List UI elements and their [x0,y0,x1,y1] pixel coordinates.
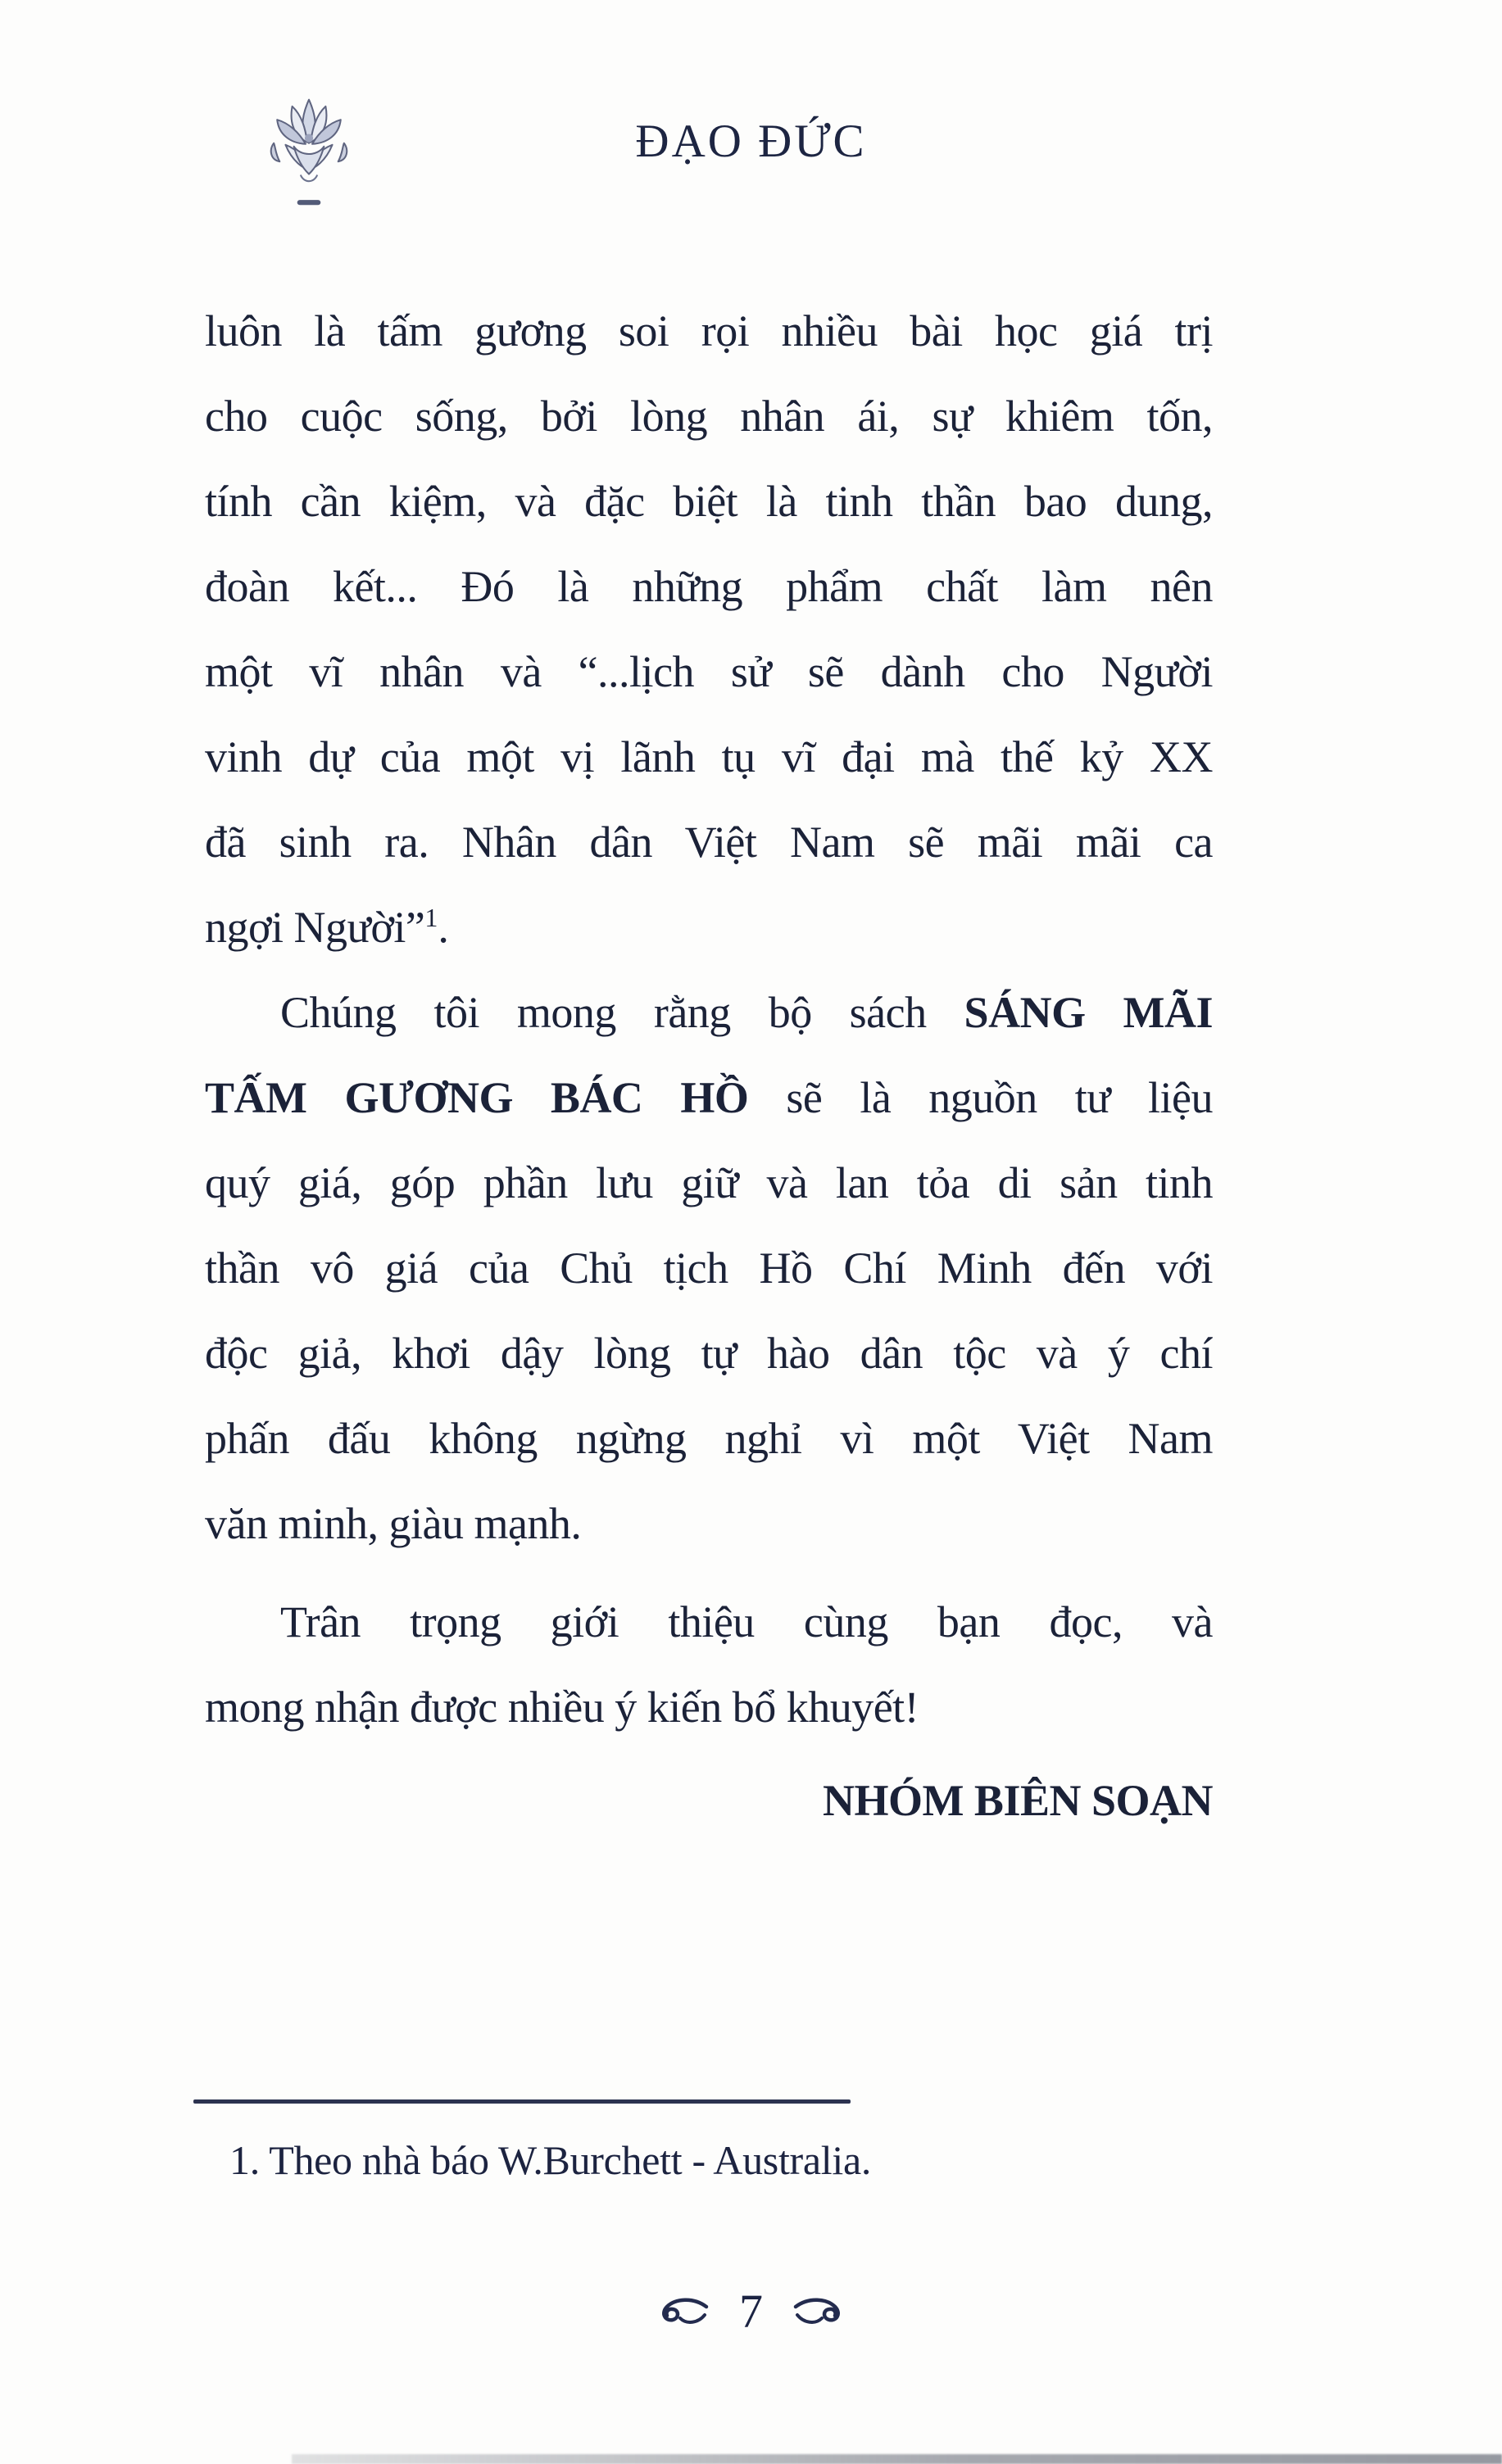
text-line [205,885,1213,970]
line-text: . [438,903,449,952]
text-line: độc giả, khơi dậy lòng tự hào dân tộc và ý chí [205,1329,1213,1378]
footnote-separator [193,2099,851,2104]
scan-artifact [292,2454,1502,2464]
page-footer [0,2284,1502,2339]
text-line [205,1055,1213,1140]
text-line: thần vô giá của Chủ tịch Hồ Chí Minh đến với [205,1243,1213,1293]
line-text: ngợi Người” [205,903,425,952]
signature: NHÓM BIÊN SOẠN [822,1776,1213,1825]
paragraph-3 [205,1579,1213,1750]
text-line: phấn đấu không ngừng nghỉ vì một Việt Nam [205,1414,1213,1463]
text-line: văn minh, giàu mạnh. [205,1499,582,1548]
floral-flourish-icon [792,2294,845,2330]
text-line: đoàn kết... Đó là những phẩm chất làm nên [205,562,1213,611]
text-line [205,970,1213,1055]
text-line: mong nhận được nhiều ý kiến bổ khuyết! [205,1683,919,1732]
text-line: luôn là tấm gương soi rọi nhiều bài học giá trị [205,306,1213,356]
text-line: tính cần kiệm, và đặc biệt là tinh thần bao dung, [205,477,1213,526]
text-column [205,288,1213,1843]
text-line: cho cuộc sống, bởi lòng nhân ái, sự khiêm tốn, [205,392,1213,441]
page-number: 7 [739,2285,763,2338]
footnote: 1. Theo nhà báo W.Burchett - Australia. [229,2137,872,2183]
book-title-bold: SÁNG MÃI [964,988,1213,1037]
text-line: đã sinh ra. Nhân dân Việt Nam sẽ mãi mãi ca [205,818,1213,867]
floral-flourish-icon [657,2294,710,2330]
paragraph-2 [205,970,1213,1566]
paragraph-1 [205,288,1213,970]
text-line: quý giá, góp phần lưu giữ và lan tỏa di sản tinh [205,1158,1213,1207]
text-line: một vĩ nhân và “...lịch sử sẽ dành cho Người [205,647,1213,696]
footnote-reference: 1 [424,903,438,932]
line-text: sẽ là nguồn tư liệu [748,1073,1214,1122]
line-text: Chúng tôi mong rằng bộ sách [280,988,964,1037]
page-title: ĐẠO ĐỨC [635,116,867,167]
text-line: Trân trọng giới thiệu cùng bạn đọc, và [280,1597,1213,1646]
book-title-bold: TẤM GƯƠNG BÁC HỒ [205,1073,749,1122]
text-line: vinh dự của một vị lãnh tụ vĩ đại mà thế kỷ XX [205,732,1213,781]
